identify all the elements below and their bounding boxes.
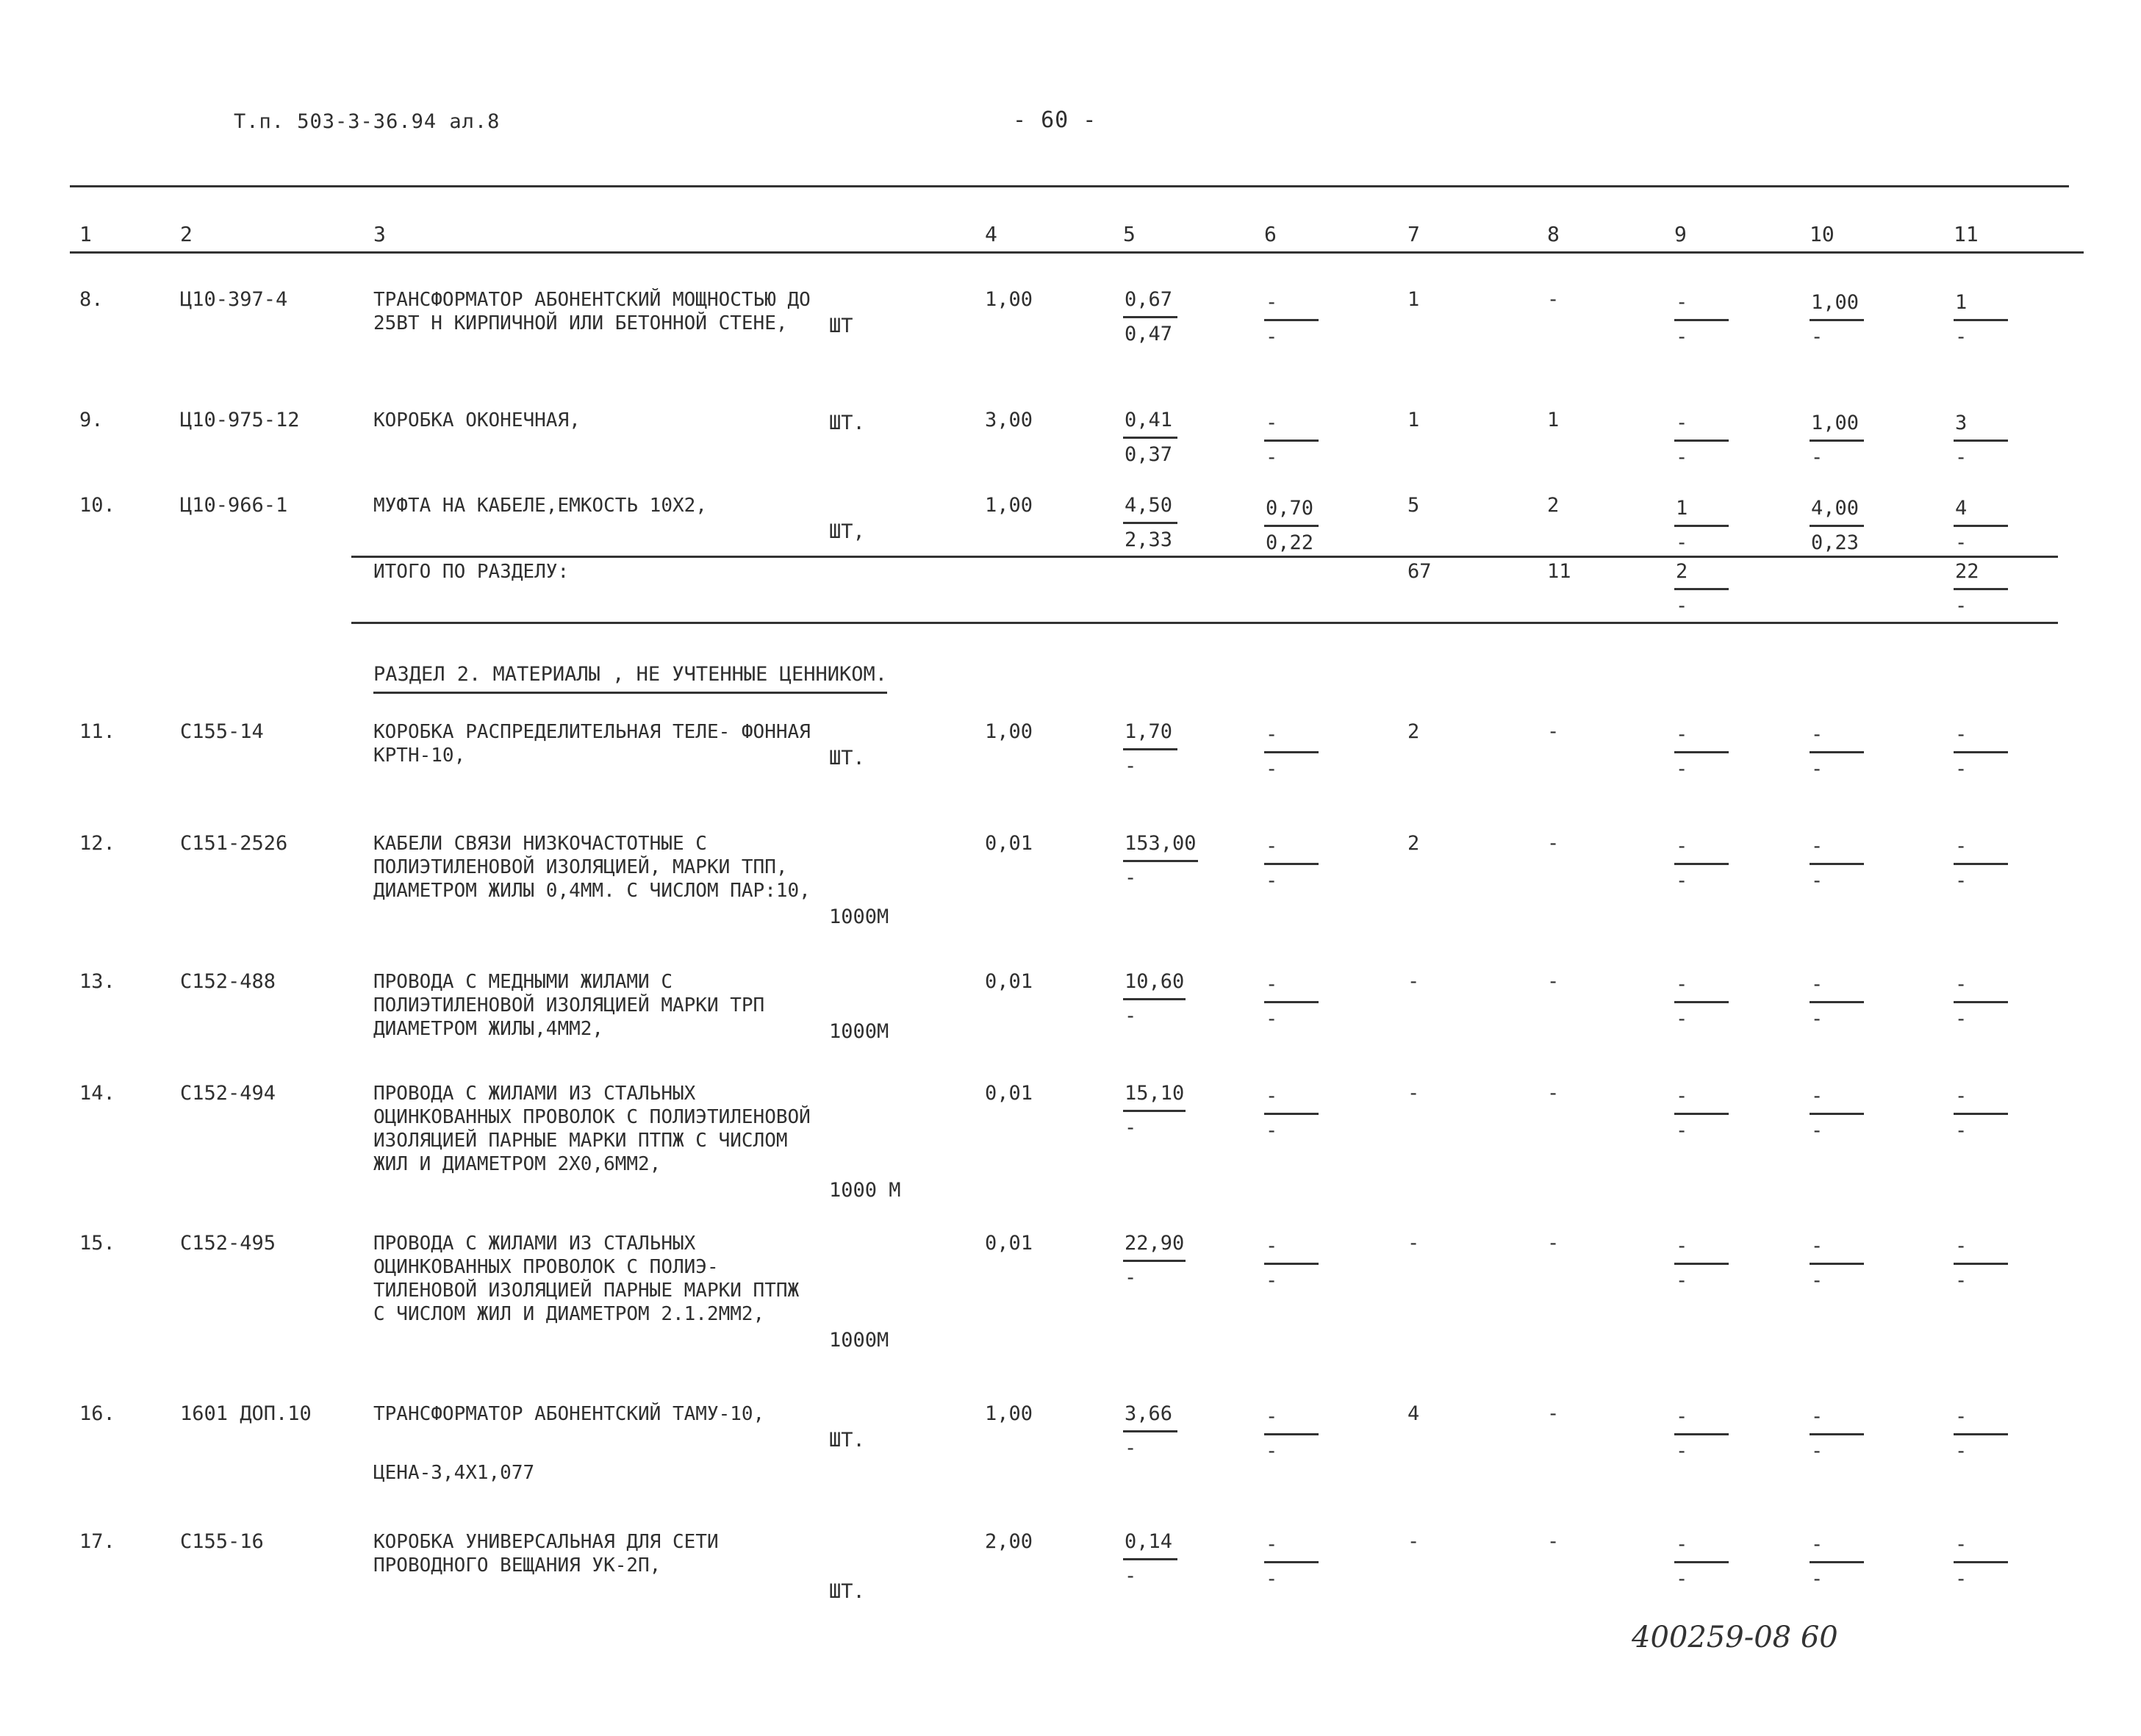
- price-code: С152-495: [180, 1232, 276, 1255]
- unit-cost-bottom: -: [1125, 1005, 1137, 1027]
- item-description: ПРОВОДА С МЕДНЫМИ ЖИЛАМИ С ПОЛИЭТИЛЕНОВОЙ ИЗОЛЯЦИЕЙ МАРКИ ТРП ДИАМЕТРОМ ЖИЛЫ,4ММ2,: [373, 971, 765, 1040]
- col7-value: 2: [1407, 720, 1420, 743]
- unit-of-measure: ШТ: [829, 315, 853, 337]
- col9-value-top: -: [1674, 1085, 1729, 1115]
- column-header: 3: [373, 222, 386, 246]
- col9-value-bottom: -: [1676, 1008, 1688, 1030]
- col10-value-bottom: -: [1811, 1440, 1823, 1463]
- col9-value: [1674, 497, 1729, 555]
- unit-cost: [1123, 409, 1177, 467]
- unit-cost-top: 22,90: [1123, 1232, 1186, 1262]
- item-description: КОРОБКА ОКОНЕЧНАЯ,: [373, 409, 581, 431]
- quantity: 0,01: [985, 832, 1033, 855]
- operation-cost: [1264, 723, 1319, 781]
- col11-value-bottom: -: [1955, 446, 1968, 469]
- col10-value-top: -: [1810, 1085, 1864, 1115]
- column-header: 8: [1547, 222, 1560, 246]
- col10-value-top: -: [1810, 1235, 1864, 1265]
- operation-cost-bottom: -: [1266, 326, 1278, 348]
- col10-value-bottom: -: [1811, 869, 1823, 892]
- col9-value: [1674, 973, 1729, 1031]
- operation-cost-top: -: [1264, 412, 1319, 442]
- col11-value-bottom: -: [1955, 1008, 1968, 1030]
- document-reference: Т.п. 503-3-36.94 ал.8: [234, 110, 501, 133]
- item-description: ПРОВОДА С ЖИЛАМИ ИЗ СТАЛЬНЫХ ОЦИНКОВАННЫХ ПРОВОЛОК С ПОЛИЭ- ТИЛЕНОВОЙ ИЗОЛЯЦИЕЙ ПАРНЫЕ МАРКИ ПТПЖ С ЧИСЛОМ ЖИЛ И ДИАМЕТРОМ 2.1.2ММ2,: [373, 1233, 800, 1325]
- col10-value-bottom: -: [1811, 1119, 1823, 1142]
- col11-value-bottom: -: [1955, 531, 1968, 554]
- col10-value: [1810, 835, 1864, 893]
- col9-value-bottom: -: [1676, 869, 1688, 892]
- unit-of-measure: ШТ.: [829, 1580, 865, 1603]
- col9-value-bottom: -: [1676, 1119, 1688, 1142]
- section-title: РАЗДЕЛ 2. МАТЕРИАЛЫ , НЕ УЧТЕННЫЕ ЦЕННИКОМ.: [373, 663, 887, 694]
- col8-value: -: [1547, 288, 1560, 311]
- col11-value-top: -: [1954, 723, 2008, 753]
- col10-value: [1810, 497, 1864, 555]
- col10-value-bottom: -: [1811, 1568, 1823, 1590]
- col11-value-bottom: -: [1955, 869, 1968, 892]
- col9-value: [1674, 723, 1729, 781]
- row-number: 17.: [79, 1530, 115, 1553]
- quantity: 3,00: [985, 409, 1033, 431]
- unit-cost-bottom: -: [1125, 1266, 1137, 1289]
- col11-value: [1954, 1405, 2008, 1463]
- total-col11-bottom: -: [1955, 595, 1968, 617]
- operation-cost: [1264, 497, 1319, 555]
- unit-of-measure: 1000М: [829, 1020, 889, 1043]
- quantity: 1,00: [985, 1402, 1033, 1425]
- col8-value: 1: [1547, 409, 1560, 431]
- item-description: КОРОБКА УНИВЕРСАЛЬНАЯ ДЛЯ СЕТИ ПРОВОДНОГО ВЕЩАНИЯ УК-2П,: [373, 1531, 719, 1577]
- row-number: 11.: [79, 720, 115, 743]
- operation-cost: [1264, 1235, 1319, 1293]
- unit-cost: [1123, 1402, 1177, 1460]
- column-header: 9: [1674, 222, 1687, 246]
- col11-value-top: 1: [1954, 291, 2008, 321]
- col9-value-top: -: [1674, 723, 1729, 753]
- col8-value: -: [1547, 1402, 1560, 1425]
- operation-cost-top: 0,70: [1264, 497, 1319, 527]
- item-description: ТРАНСФОРМАТОР АБОНЕНТСКИЙ ТАМУ-10,: [373, 1403, 765, 1425]
- col11-value-top: -: [1954, 973, 2008, 1003]
- col11-value-top: -: [1954, 1533, 2008, 1563]
- total-rule: [351, 556, 2058, 558]
- total-col9-bottom: -: [1676, 595, 1688, 617]
- unit-of-measure: 1000 М: [829, 1179, 901, 1202]
- item-description: МУФТА НА КАБЕЛЕ,ЕМКОСТЬ 10Х2,: [373, 495, 707, 517]
- unit-cost: [1123, 288, 1177, 346]
- operation-cost-bottom: -: [1266, 1269, 1278, 1292]
- row-number: 10.: [79, 494, 115, 517]
- operation-cost: [1264, 1533, 1319, 1591]
- col10-value: [1810, 1405, 1864, 1463]
- col10-value-bottom: -: [1811, 1269, 1823, 1292]
- operation-cost-top: -: [1264, 1235, 1319, 1265]
- operation-cost: [1264, 412, 1319, 470]
- unit-cost-bottom: -: [1125, 867, 1137, 889]
- item-description: КАБЕЛИ СВЯЗИ НИЗКОЧАСТОТНЫЕ С ПОЛИЭТИЛЕНОВОЙ ИЗОЛЯЦИЕЙ, МАРКИ ТПП, ДИАМЕТРОМ ЖИЛЫ 0,4ММ. С ЧИСЛОМ ПАР:10,: [373, 833, 811, 902]
- col7-value: 1: [1407, 288, 1420, 311]
- quantity: 1,00: [985, 720, 1033, 743]
- section-end-rule: [351, 622, 2058, 624]
- col9-value-bottom: -: [1676, 326, 1688, 348]
- col7-value: 5: [1407, 494, 1420, 517]
- unit-cost-top: 0,41: [1123, 409, 1177, 439]
- total-col7: 67: [1407, 560, 1432, 583]
- total-col11-top: 22: [1954, 560, 2008, 590]
- unit-cost: [1123, 1232, 1186, 1290]
- col9-value-bottom: -: [1676, 1568, 1688, 1590]
- row-number: 8.: [79, 288, 104, 311]
- total-label: ИТОГО ПО РАЗДЕЛУ:: [373, 561, 570, 583]
- col8-value: -: [1547, 832, 1560, 855]
- total-col9: [1674, 560, 1729, 618]
- col7-value: -: [1407, 1530, 1420, 1553]
- col11-value-top: 4: [1954, 497, 2008, 527]
- operation-cost-bottom: -: [1266, 758, 1278, 781]
- operation-cost-bottom: -: [1266, 1568, 1278, 1590]
- unit-cost: [1123, 720, 1177, 778]
- unit-cost-top: 0,14: [1123, 1530, 1177, 1560]
- operation-cost-bottom: -: [1266, 1119, 1278, 1142]
- col10-value-bottom: -: [1811, 326, 1823, 348]
- col9-value-bottom: -: [1676, 1269, 1688, 1292]
- top-rule: [70, 185, 2069, 187]
- column-header: 6: [1264, 222, 1277, 246]
- page-number: - 60 -: [1013, 107, 1097, 133]
- col9-value: [1674, 1405, 1729, 1463]
- col10-value-top: -: [1810, 723, 1864, 753]
- column-header: 7: [1407, 222, 1420, 246]
- col9-value-bottom: -: [1676, 1440, 1688, 1463]
- unit-cost-top: 3,66: [1123, 1402, 1177, 1432]
- col11-value: [1954, 835, 2008, 893]
- price-code: С151-2526: [180, 832, 288, 855]
- col11-value-bottom: -: [1955, 1568, 1968, 1590]
- col8-value: 2: [1547, 494, 1560, 517]
- col11-value-bottom: -: [1955, 1440, 1968, 1463]
- unit-of-measure: ШТ,: [829, 520, 865, 543]
- col9-value-bottom: -: [1676, 446, 1688, 469]
- operation-cost-top: -: [1264, 723, 1319, 753]
- operation-cost-top: -: [1264, 291, 1319, 321]
- operation-cost-bottom: -: [1266, 1008, 1278, 1030]
- operation-cost: [1264, 291, 1319, 349]
- total-col9-top: 2: [1674, 560, 1729, 590]
- col7-value: 1: [1407, 409, 1420, 431]
- col10-value-top: -: [1810, 1533, 1864, 1563]
- unit-cost-bottom: 2,33: [1125, 528, 1173, 551]
- col8-value: -: [1547, 1232, 1560, 1255]
- col10-value-top: 4,00: [1810, 497, 1864, 527]
- unit-cost-bottom: 0,37: [1125, 443, 1173, 466]
- operation-cost-bottom: -: [1266, 446, 1278, 469]
- col10-value-bottom: -: [1811, 1008, 1823, 1030]
- header-rule: [70, 251, 2084, 254]
- operation-cost: [1264, 973, 1319, 1031]
- unit-cost-bottom: -: [1125, 1116, 1137, 1139]
- unit-cost-bottom: -: [1125, 755, 1137, 778]
- col11-value-top: -: [1954, 1405, 2008, 1435]
- operation-cost-top: -: [1264, 1085, 1319, 1115]
- col9-value-top: -: [1674, 412, 1729, 442]
- col9-value-top: -: [1674, 291, 1729, 321]
- col7-value: -: [1407, 1232, 1420, 1255]
- unit-cost-bottom: -: [1125, 1437, 1137, 1460]
- unit-cost: [1123, 1082, 1186, 1140]
- operation-cost-bottom: -: [1266, 1440, 1278, 1463]
- item-description: ПРОВОДА С ЖИЛАМИ ИЗ СТАЛЬНЫХ ОЦИНКОВАННЫХ ПРОВОЛОК С ПОЛИЭТИЛЕНОВОЙ ИЗОЛЯЦИЕЙ ПАРНЫЕ МАРКИ ПТПЖ С ЧИСЛОМ ЖИЛ И ДИАМЕТРОМ 2Х0,6ММ2,: [373, 1083, 811, 1175]
- col11-value: [1954, 1533, 2008, 1591]
- col9-value: [1674, 1235, 1729, 1293]
- col7-value: 2: [1407, 832, 1420, 855]
- col11-value: [1954, 723, 2008, 781]
- operation-cost: [1264, 835, 1319, 893]
- col7-value: 4: [1407, 1402, 1420, 1425]
- operation-cost-top: -: [1264, 973, 1319, 1003]
- unit-cost: [1123, 832, 1198, 890]
- operation-cost-top: -: [1264, 1405, 1319, 1435]
- unit-cost-top: 15,10: [1123, 1082, 1186, 1112]
- column-header: 4: [985, 222, 997, 246]
- column-header: 1: [79, 222, 92, 246]
- col9-value: [1674, 1085, 1729, 1143]
- col11-value: [1954, 291, 2008, 349]
- col8-value: -: [1547, 1082, 1560, 1105]
- col9-value-top: -: [1674, 1235, 1729, 1265]
- col10-value: [1810, 1533, 1864, 1591]
- price-code: С152-494: [180, 1082, 276, 1105]
- col11-value: [1954, 973, 2008, 1031]
- price-code: Ц10-975-12: [180, 409, 300, 431]
- operation-cost: [1264, 1085, 1319, 1143]
- col8-value: -: [1547, 970, 1560, 993]
- col11-value-bottom: -: [1955, 1119, 1968, 1142]
- col10-value: [1810, 973, 1864, 1031]
- unit-cost-top: 4,50: [1123, 494, 1177, 524]
- col9-value: [1674, 1533, 1729, 1591]
- price-code: С155-16: [180, 1530, 264, 1553]
- unit-cost: [1123, 1530, 1177, 1588]
- quantity: 0,01: [985, 970, 1033, 993]
- col11-value-top: -: [1954, 835, 2008, 865]
- col10-value-top: -: [1810, 1405, 1864, 1435]
- row-number: 13.: [79, 970, 115, 993]
- row-number: 14.: [79, 1082, 115, 1105]
- total-col8: 11: [1547, 560, 1571, 583]
- col9-value: [1674, 412, 1729, 470]
- total-col11: [1954, 560, 2008, 618]
- unit-cost: [1123, 494, 1177, 552]
- price-code: 1601 ДОП.10: [180, 1402, 312, 1425]
- col11-value: [1954, 412, 2008, 470]
- unit-cost-top: 1,70: [1123, 720, 1177, 750]
- operation-cost-bottom: 0,22: [1266, 531, 1314, 554]
- unit-of-measure: ШТ.: [829, 747, 865, 770]
- col10-value: [1810, 1085, 1864, 1143]
- col10-value: [1810, 723, 1864, 781]
- col10-value-top: 1,00: [1810, 291, 1864, 321]
- col10-value: [1810, 291, 1864, 349]
- operation-cost-top: -: [1264, 835, 1319, 865]
- item-description: ТРАНСФОРМАТОР АБОНЕНТСКИЙ МОЩНОСТЬЮ ДО 25ВТ Н КИРПИЧНОЙ ИЛИ БЕТОННОЙ СТЕНЕ,: [373, 289, 811, 334]
- col9-value-top: -: [1674, 835, 1729, 865]
- unit-of-measure: ШТ.: [829, 412, 865, 434]
- operation-cost-top: -: [1264, 1533, 1319, 1563]
- col9-value: [1674, 835, 1729, 893]
- unit-cost: [1123, 970, 1186, 1028]
- col10-value: [1810, 412, 1864, 470]
- item-price-note: ЦЕНА-3,4Х1,077: [373, 1462, 535, 1484]
- col10-value-bottom: -: [1811, 446, 1823, 469]
- col9-value-top: -: [1674, 1533, 1729, 1563]
- col8-value: -: [1547, 720, 1560, 743]
- col11-value: [1954, 1235, 2008, 1293]
- archive-stamp: 400259-08 60: [1632, 1621, 1838, 1654]
- col11-value-bottom: -: [1955, 326, 1968, 348]
- quantity: 0,01: [985, 1082, 1033, 1105]
- quantity: 0,01: [985, 1232, 1033, 1255]
- col11-value: [1954, 497, 2008, 555]
- unit-cost-top: 153,00: [1123, 832, 1198, 862]
- col10-value-bottom: -: [1811, 758, 1823, 781]
- column-header: 5: [1123, 222, 1136, 246]
- column-header: 2: [180, 222, 193, 246]
- col10-value-top: 1,00: [1810, 412, 1864, 442]
- col9-value-bottom: -: [1676, 531, 1688, 554]
- column-header: 10: [1810, 222, 1835, 246]
- col11-value-bottom: -: [1955, 758, 1968, 781]
- col9-value-top: -: [1674, 973, 1729, 1003]
- price-code: Ц10-966-1: [180, 494, 288, 517]
- quantity: 2,00: [985, 1530, 1033, 1553]
- column-header: 11: [1954, 222, 1979, 246]
- unit-of-measure: 1000М: [829, 1329, 889, 1352]
- col9-value: [1674, 291, 1729, 349]
- price-code: С152-488: [180, 970, 276, 993]
- col9-value-bottom: -: [1676, 758, 1688, 781]
- col9-value-top: -: [1674, 1405, 1729, 1435]
- unit-cost-bottom: 0,47: [1125, 323, 1173, 345]
- quantity: 1,00: [985, 288, 1033, 311]
- col10-value-top: -: [1810, 973, 1864, 1003]
- col11-value-top: -: [1954, 1235, 2008, 1265]
- item-description: КОРОБКА РАСПРЕДЕЛИТЕЛЬНАЯ ТЕЛЕ- ФОННАЯ КРТН-10,: [373, 721, 811, 767]
- row-number: 16.: [79, 1402, 115, 1425]
- col11-value-bottom: -: [1955, 1269, 1968, 1292]
- row-number: 15.: [79, 1232, 115, 1255]
- col8-value: -: [1547, 1530, 1560, 1553]
- unit-of-measure: 1000М: [829, 905, 889, 928]
- operation-cost: [1264, 1405, 1319, 1463]
- quantity: 1,00: [985, 494, 1033, 517]
- col11-value-top: 3: [1954, 412, 2008, 442]
- unit-cost-top: 0,67: [1123, 288, 1177, 318]
- price-code: Ц10-397-4: [180, 288, 288, 311]
- unit-cost-bottom: -: [1125, 1565, 1137, 1588]
- unit-of-measure: ШТ.: [829, 1429, 865, 1452]
- col11-value-top: -: [1954, 1085, 2008, 1115]
- col9-value-top: 1: [1674, 497, 1729, 527]
- col11-value: [1954, 1085, 2008, 1143]
- col10-value-bottom: 0,23: [1811, 531, 1860, 554]
- operation-cost-bottom: -: [1266, 869, 1278, 892]
- col10-value-top: -: [1810, 835, 1864, 865]
- col7-value: -: [1407, 970, 1420, 993]
- col10-value: [1810, 1235, 1864, 1293]
- col7-value: -: [1407, 1082, 1420, 1105]
- row-number: 9.: [79, 409, 104, 431]
- row-number: 12.: [79, 832, 115, 855]
- price-code: С155-14: [180, 720, 264, 743]
- unit-cost-top: 10,60: [1123, 970, 1186, 1000]
